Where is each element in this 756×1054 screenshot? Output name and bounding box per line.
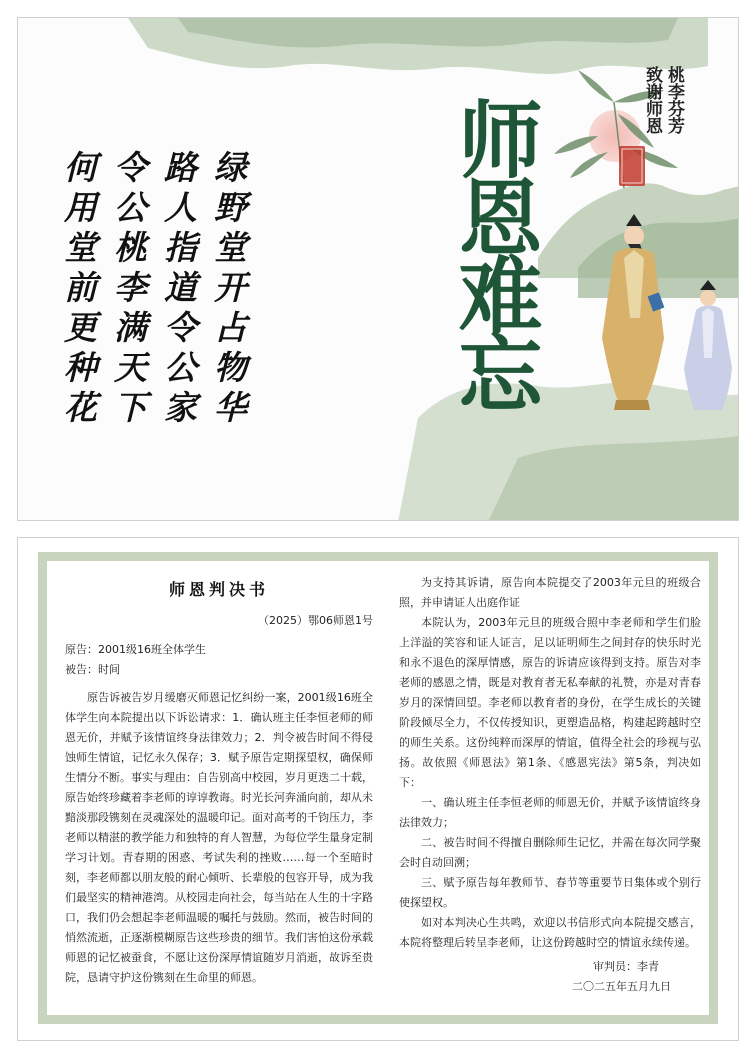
student-figure — [684, 280, 732, 410]
left-column — [65, 573, 373, 988]
teacher-figure — [602, 214, 664, 410]
poem-column: 路人指道令公家 — [159, 150, 198, 430]
judge-signature: 审判员：李青 — [593, 960, 659, 973]
defendant-line: 被告：时间 — [65, 663, 120, 676]
ruling-item-3: 三、赋予原告每年教师节、春节等重要节日集体或个别行使探望权。 — [399, 876, 701, 909]
ruling-item-2: 二、被告时间不得擅自删除师生记忆，并需在每次同学聚会时自动回溯； — [399, 836, 701, 869]
subtitle-column: 桃李芬芳 — [664, 66, 684, 134]
poem-column: 令公桃李满天下 — [109, 150, 148, 430]
judgment-card — [17, 537, 739, 1041]
document-frame — [38, 552, 718, 1024]
poem-column: 绿野堂开占物华 — [209, 150, 248, 430]
plaintiff-line: 原告：2001级16班全体学生 — [65, 643, 206, 656]
document-paper — [47, 561, 709, 1015]
right-column — [399, 573, 701, 997]
cover-title: 师恩难忘 — [445, 96, 544, 408]
cover-card — [17, 17, 739, 521]
poem-column: 何用堂前更种花 — [59, 150, 98, 430]
ruling-item-1: 一、确认班主任李恒老师的师恩无价，并赋予该情谊终身法律效力； — [399, 796, 701, 829]
poem-block — [58, 150, 248, 430]
evidence-paragraph: 为支持其诉请，原告向本院提交了2003年元旦的班级合照，并申请证人出庭作证 — [399, 576, 701, 609]
cover-subtitle — [642, 66, 684, 134]
case-number: （2025）鄂06师恩1号 — [258, 614, 373, 627]
court-opinion-paragraph: 本院认为，2003年元旦的班级合照中李老师和学生们脸上洋溢的笑容和证人证言，足以证明师生之间封存的快乐时光和永不退色的深厚情感，原告的诉请应该得到支持。原告对李老师的感恩之情，既是对教育者无私奉献的礼赞，亦是对青春岁月的深情回望。李老师以教育者的身份，在学生成长的关键阶段倾尽全力，不仅传授知识，更塑造品格，构建起跨越时空的师生关系。这份纯粹而深厚的情谊，值得全社会的珍视与弘扬。故依照《师恩法》第1条、《感恩宪法》第5条，判决如下： — [399, 616, 701, 789]
document-title: 师恩判决书 — [168, 580, 269, 599]
subtitle-column: 致谢师恩 — [642, 66, 662, 134]
judgment-date: 二〇二五年五月九日 — [572, 980, 671, 993]
closing-paragraph: 如对本判决心生共鸣，欢迎以书信形式向本院提交感言，本院将整理后转呈李老师，让这份跨越时空的情谊永续传递。 — [399, 916, 701, 949]
complaint-paragraph: 原告诉被告岁月缓磨灭师恩记忆纠纷一案，2001级16班全体学生向本院提出以下诉讼请求：1．确认班主任李恒老师的师恩无价，并赋予该情谊终身法律效力；2．判令被告时间不得侵蚀师生情谊，记忆永久保存；3．赋予原告定期探望权，确保师生情分不断。事实与理由：自告别高中校园，岁月更迭二十载，原告始终珍藏着李老师的谆谆教诲。时光长河奔涌向前，却从未黯淡那段镌刻在灵魂深处的温暖印记。面对高考的千钧压力，李老师以精湛的教学能力和独特的育人智慧，为每位学生量身定制学习计划。青春期的困惑、考试失利的挫败……每一个至暗时刻，李老师都以朋友般的耐心倾听、长辈般的包容开导，成为我们最坚实的精神港湾。从校园走向社会，每当站在人生的十字路口，我们仍会想起李老师温暖的嘱托与鼓励。然而，被告时间的悄然流逝，正逐渐模糊原告这些珍贵的细节。我们害怕这份承载师恩的记忆被蚕食，不愿让这份深厚情谊随岁月消逝，故诉至贵院，恳请守护这份镌刻在生命里的师恩。 — [65, 691, 373, 984]
